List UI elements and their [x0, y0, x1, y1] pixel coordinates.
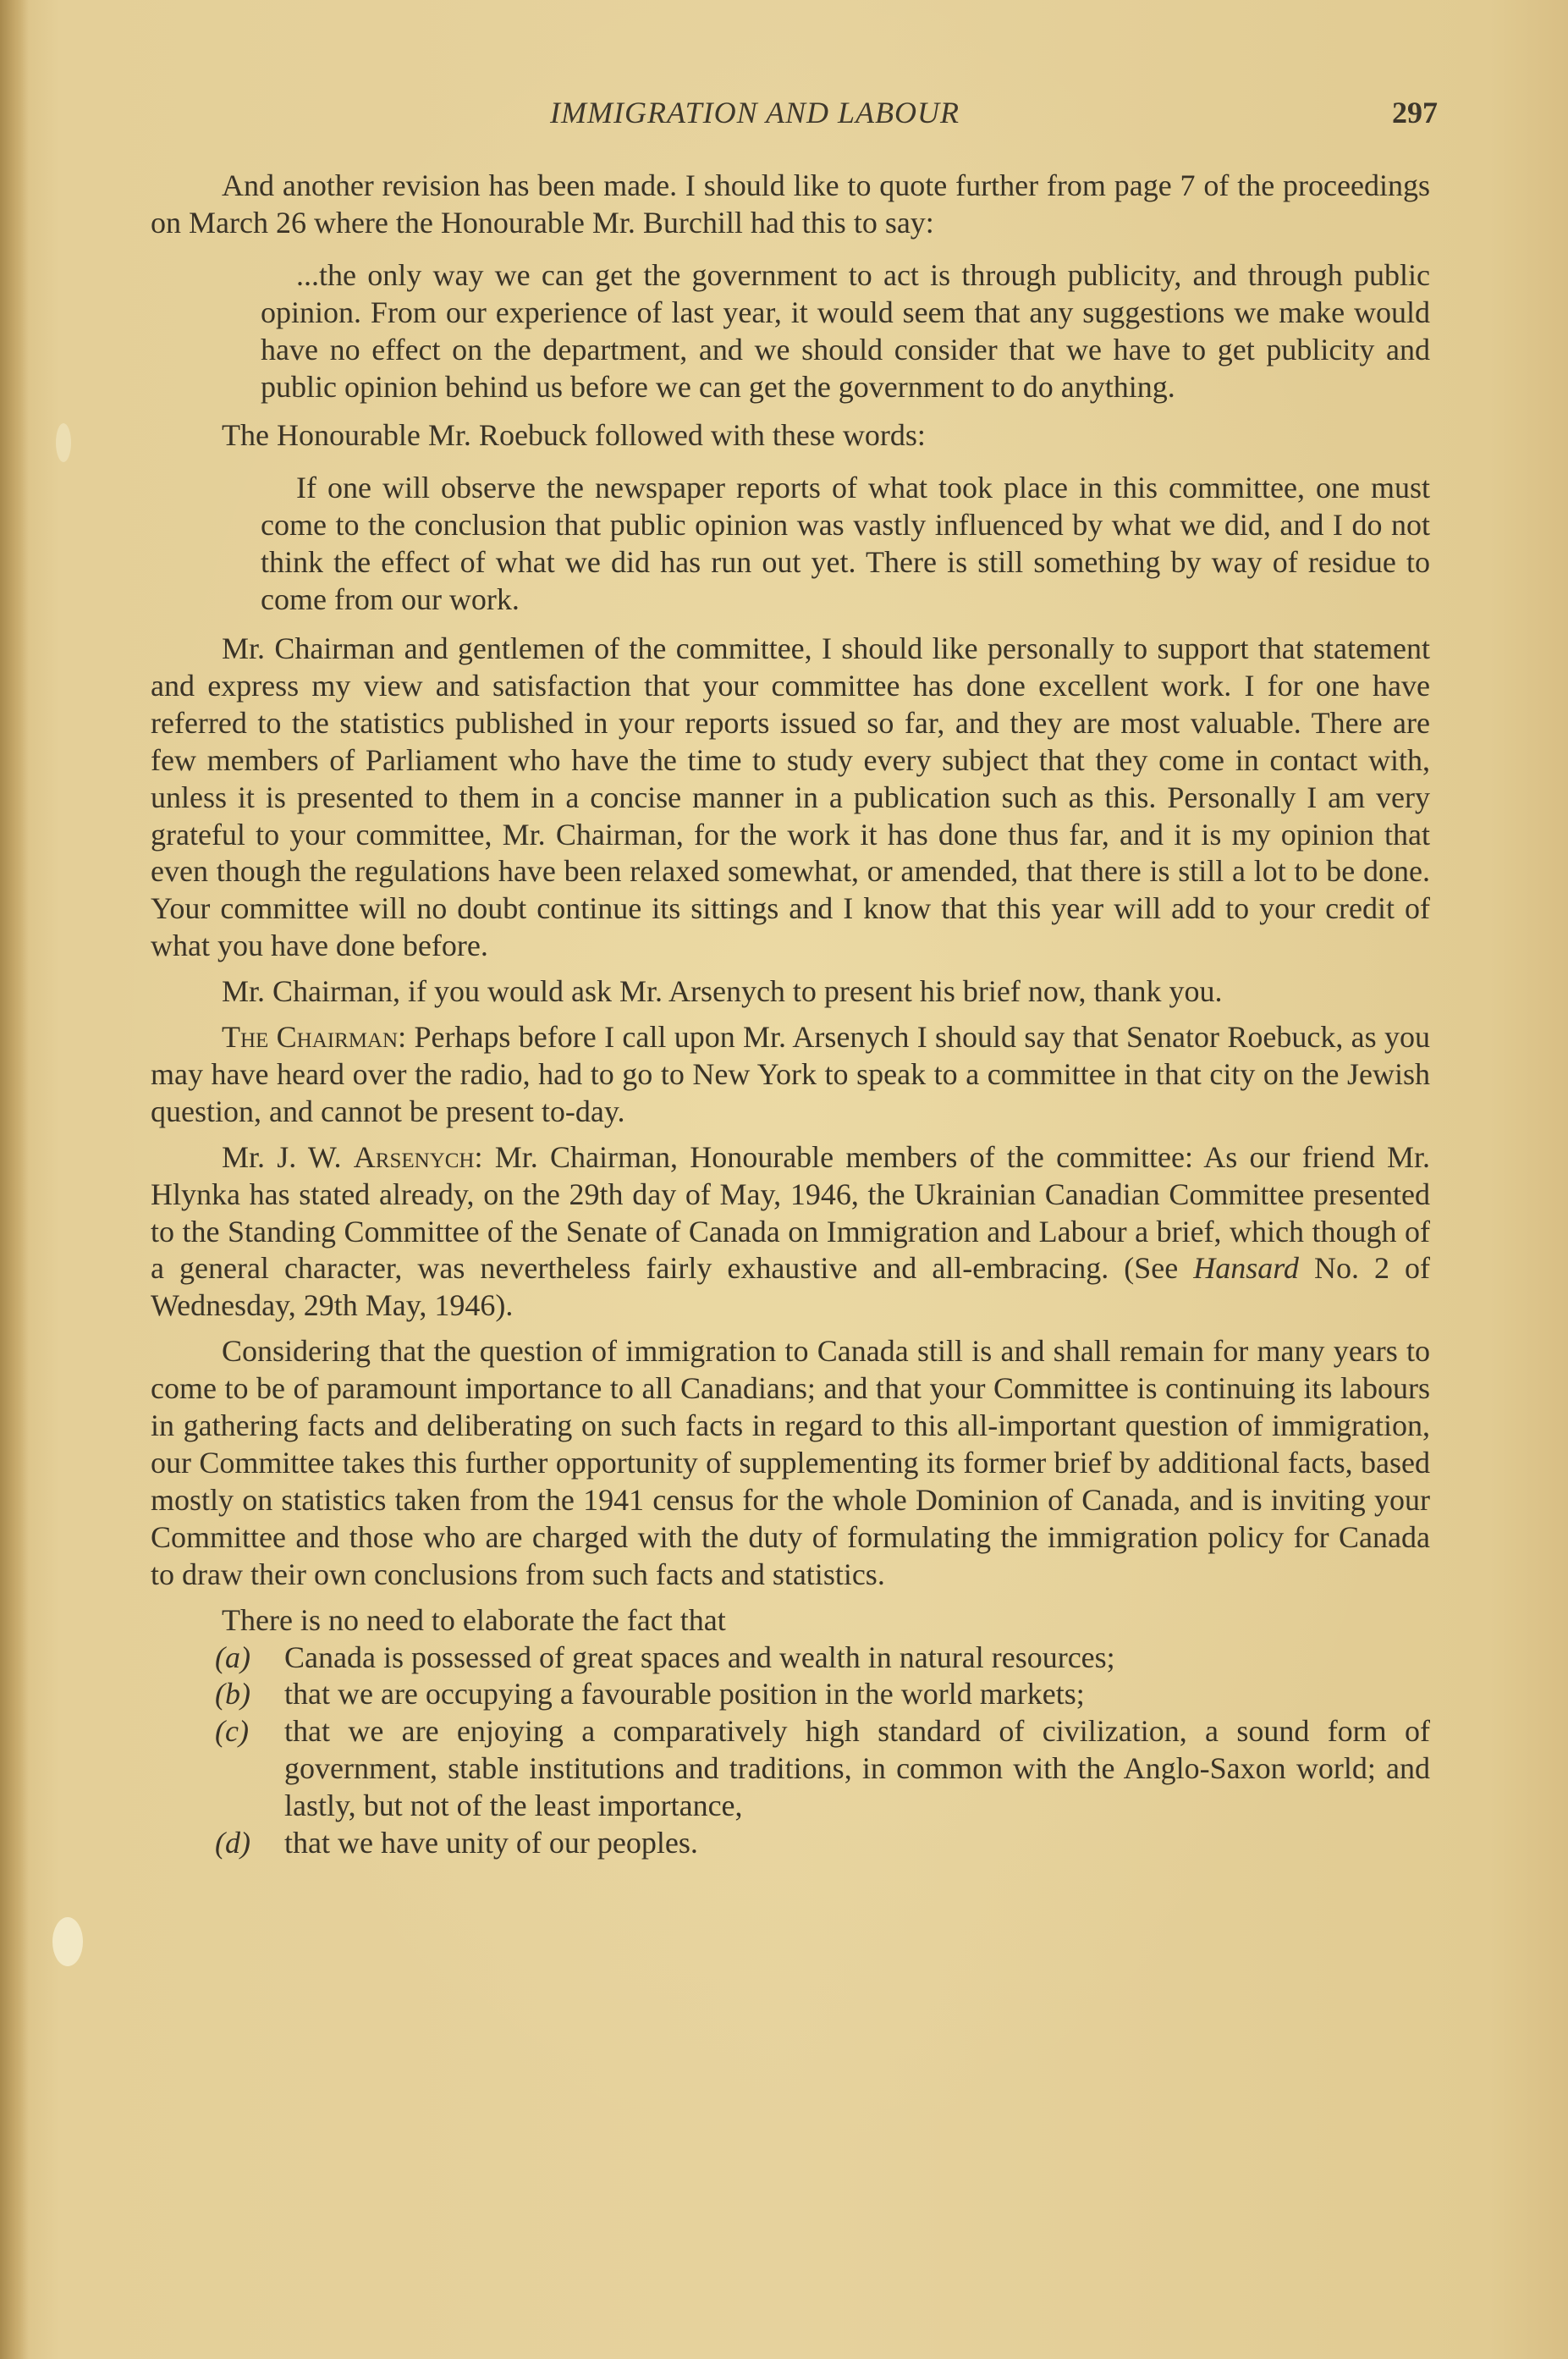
- paragraph: The Chairman: Perhaps before I call upon Mr. Arsenych I should say that Senator Roebuck, as you may have heard over the radio, had to go to New York to speak to a committee in that city on the Jewish question, and cannot be present to-day.: [151, 1020, 1430, 1128]
- paragraph: Considering that the question of immigration to Canada still is and shall remain for many years to come to be of paramount importance to all Canadians; and that your Committee is continuing its labours in gathering facts and deliberating on such facts in regard to this all-important question of immigration, our Committee takes this further opportunity of supplementing its former brief by additional facts, based mostly on statistics taken from the 1941 census for the whole Dominion of Canada, and is inviting your Committee and those who are charged with the duty of formulating the immigration policy for Canada to draw their own conclusions from such facts and statistics.: [151, 1334, 1430, 1591]
- page-header: [152, 95, 1439, 146]
- list-marker: (c): [215, 1714, 249, 1749]
- list-item: [151, 1676, 1430, 1713]
- list-item-text: that we are enjoying a comparatively high standard of civilization, a sound form of government, stable institutions and traditions, in common with the Anglo-Saxon world; and lastly, but not of the least importance,: [284, 1714, 1430, 1823]
- list-marker: (b): [215, 1677, 250, 1711]
- binding-edge: [0, 0, 29, 2359]
- speaker-name: The Chairman: [222, 1020, 399, 1055]
- paper-stain: [52, 1917, 83, 1966]
- block-quote: If one will observe the newspaper reports of what took place in this committee, one must come to the conclusion that public opinion was vastly influenced by what we did, and I do not think the effect of what we did has run out yet. There is still something by way of residue to come from our work.: [261, 471, 1430, 617]
- enumerated-list: [151, 1640, 1430, 1862]
- body-text: [151, 168, 1430, 1862]
- list-item-text: Canada is possessed of great spaces and wealth in natural resources;: [284, 1640, 1115, 1674]
- speech-text: Mr. Chairman, Honourable members of the committee: As our friend Mr. Hlynka has stated already, on the 29th day of May, 1946, the Ukrainian Canadian Committee presented to the Standing Committee of the Senate of Canada on Immigration and Labour a brief, which though of a general character, was nevertheless fairly exhaustive and all-embracing. (See: [151, 1139, 1430, 1286]
- paragraph: Mr. Chairman, if you would ask Mr. Arsenych to present his brief now, thank you.: [222, 974, 1223, 1009]
- list-item: [151, 1825, 1430, 1862]
- speech-text-end: No. 2 of Wednesday, 29th May, 1946).: [151, 1251, 1431, 1323]
- speech-text: Perhaps before I call upon Mr. Arsenych I should say that Senator Roebuck, as you may have heard over the radio, had to go to New York to speak to a committee in that city on the Jewish question, and cannot be present to-day.: [151, 1020, 1430, 1128]
- running-title: IMMIGRATION AND LABOUR: [550, 96, 960, 130]
- list-item-text: that we have unity of our peoples.: [284, 1826, 698, 1860]
- block-quote: ...the only way we can get the government to act is through publicity, and through public opinion. From our experience of last year, it would seem that any suggestions we make would have no effect on the department, and we should consider that we have to get publicity and public opinion behind us before we can get the government to do anything.: [261, 257, 1430, 404]
- speaker-name: Arsenych: [353, 1139, 475, 1174]
- paragraph: Mr. Chairman and gentlemen of the committee, I should like personally to support that statement and express my view and satisfaction that your committee has done excellent work. I for one have referred to the statistics published in your reports issued so far, and they are most valuable. There are few members of Parliament who have the time to study every subject that they come in contact with, unless it is presented to them in a concise manner in a publication such as this. Personally I am very grateful to your committee, Mr. Chairman, for the work it has done thus far, and it is my opinion that even though the regulations have been relaxed somewhat, or amended, that there is still a lot to be done. Your committee will no doubt continue its sittings and I know that this year will add to your credit of what you have done before.: [151, 631, 1430, 963]
- page-number: 297: [1392, 96, 1438, 130]
- list-marker: (a): [215, 1640, 250, 1674]
- speaker-prefix: Mr. J. W.: [222, 1139, 342, 1174]
- paragraph: There is no need to elaborate the fact that: [222, 1602, 726, 1637]
- paragraph: And another revision has been made. I should like to quote further from page 7 of the proceedings on March 26 where the Honourable Mr. Burchill had this to say:: [151, 168, 1430, 240]
- list-item-text: that we are occupying a favourable position in the world markets;: [284, 1677, 1085, 1711]
- list-marker: (d): [215, 1826, 250, 1860]
- list-item: [151, 1713, 1430, 1825]
- paper-stain: [56, 423, 71, 462]
- hansard-reference: Hansard: [1193, 1251, 1299, 1286]
- paragraph: The Honourable Mr. Roebuck followed with these words:: [222, 418, 926, 453]
- paragraph: Mr. J. W. Arsenych: Mr. Chairman, Honourable members of the committee: As our friend Mr. Hlynka has stated already, on the 29th day of May, 1946, the Ukrainian Canadian Committee presented to the Standing Committee of the Senate of Canada on Immigration and Labour a brief, which though of a general character, was nevertheless fairly exhaustive and all-embracing. (See Hansard No. 2 of Wednesday, 29th May, 1946).: [151, 1139, 1431, 1323]
- list-item: [151, 1640, 1430, 1677]
